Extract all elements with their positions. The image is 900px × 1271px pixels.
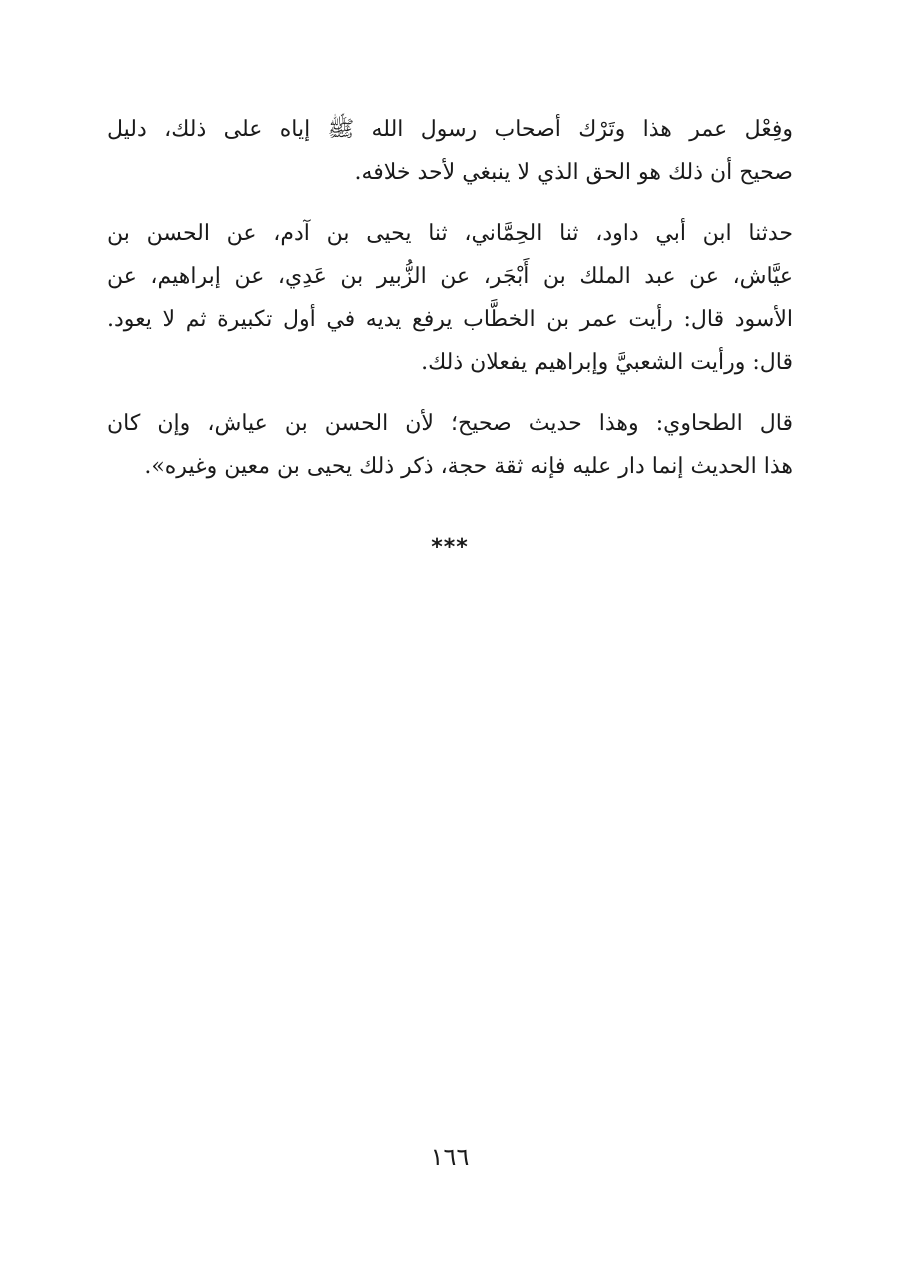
text-line: هذا الحديث إنما دار عليه فإنه ثقة حجة، ذكر ذلك يحيى بن معين وغيره». — [144, 454, 793, 479]
text-line: الأسود قال: رأيت عمر بن الخطَّاب يرفع يديه في أول تكبيرة ثم لا يعود. — [107, 307, 793, 332]
page-number: ١٦٦ — [430, 1143, 470, 1171]
paragraph-2 — [107, 212, 793, 384]
text-line: قال: ورأيت الشعبيَّ وإبراهيم يفعلان ذلك. — [421, 350, 793, 375]
paragraph-3 — [107, 402, 793, 488]
text-line: حدثنا ابن أبي داود، ثنا الحِمَّاني، ثنا يحيى بن آدم، عن الحسن بن — [107, 221, 793, 246]
text-line: وفِعْل عمر هذا وتَرْك أصحاب رسول الله ﷺ إياه على ذلك، دليل — [107, 117, 793, 142]
paragraph-1 — [107, 108, 793, 194]
text-line: عيَّاش، عن عبد الملك بن أَبْجَر، عن الزُّبير بن عَدِي، عن إبراهيم، عن — [107, 264, 793, 289]
section-separator: *** — [431, 535, 469, 560]
text-line: قال الطحاوي: وهذا حديث صحيح؛ لأن الحسن بن عياش، وإن كان — [107, 411, 793, 436]
page-body — [107, 108, 793, 506]
text-line: صحيح أن ذلك هو الحق الذي لا ينبغي لأحد خلافه. — [354, 160, 793, 185]
